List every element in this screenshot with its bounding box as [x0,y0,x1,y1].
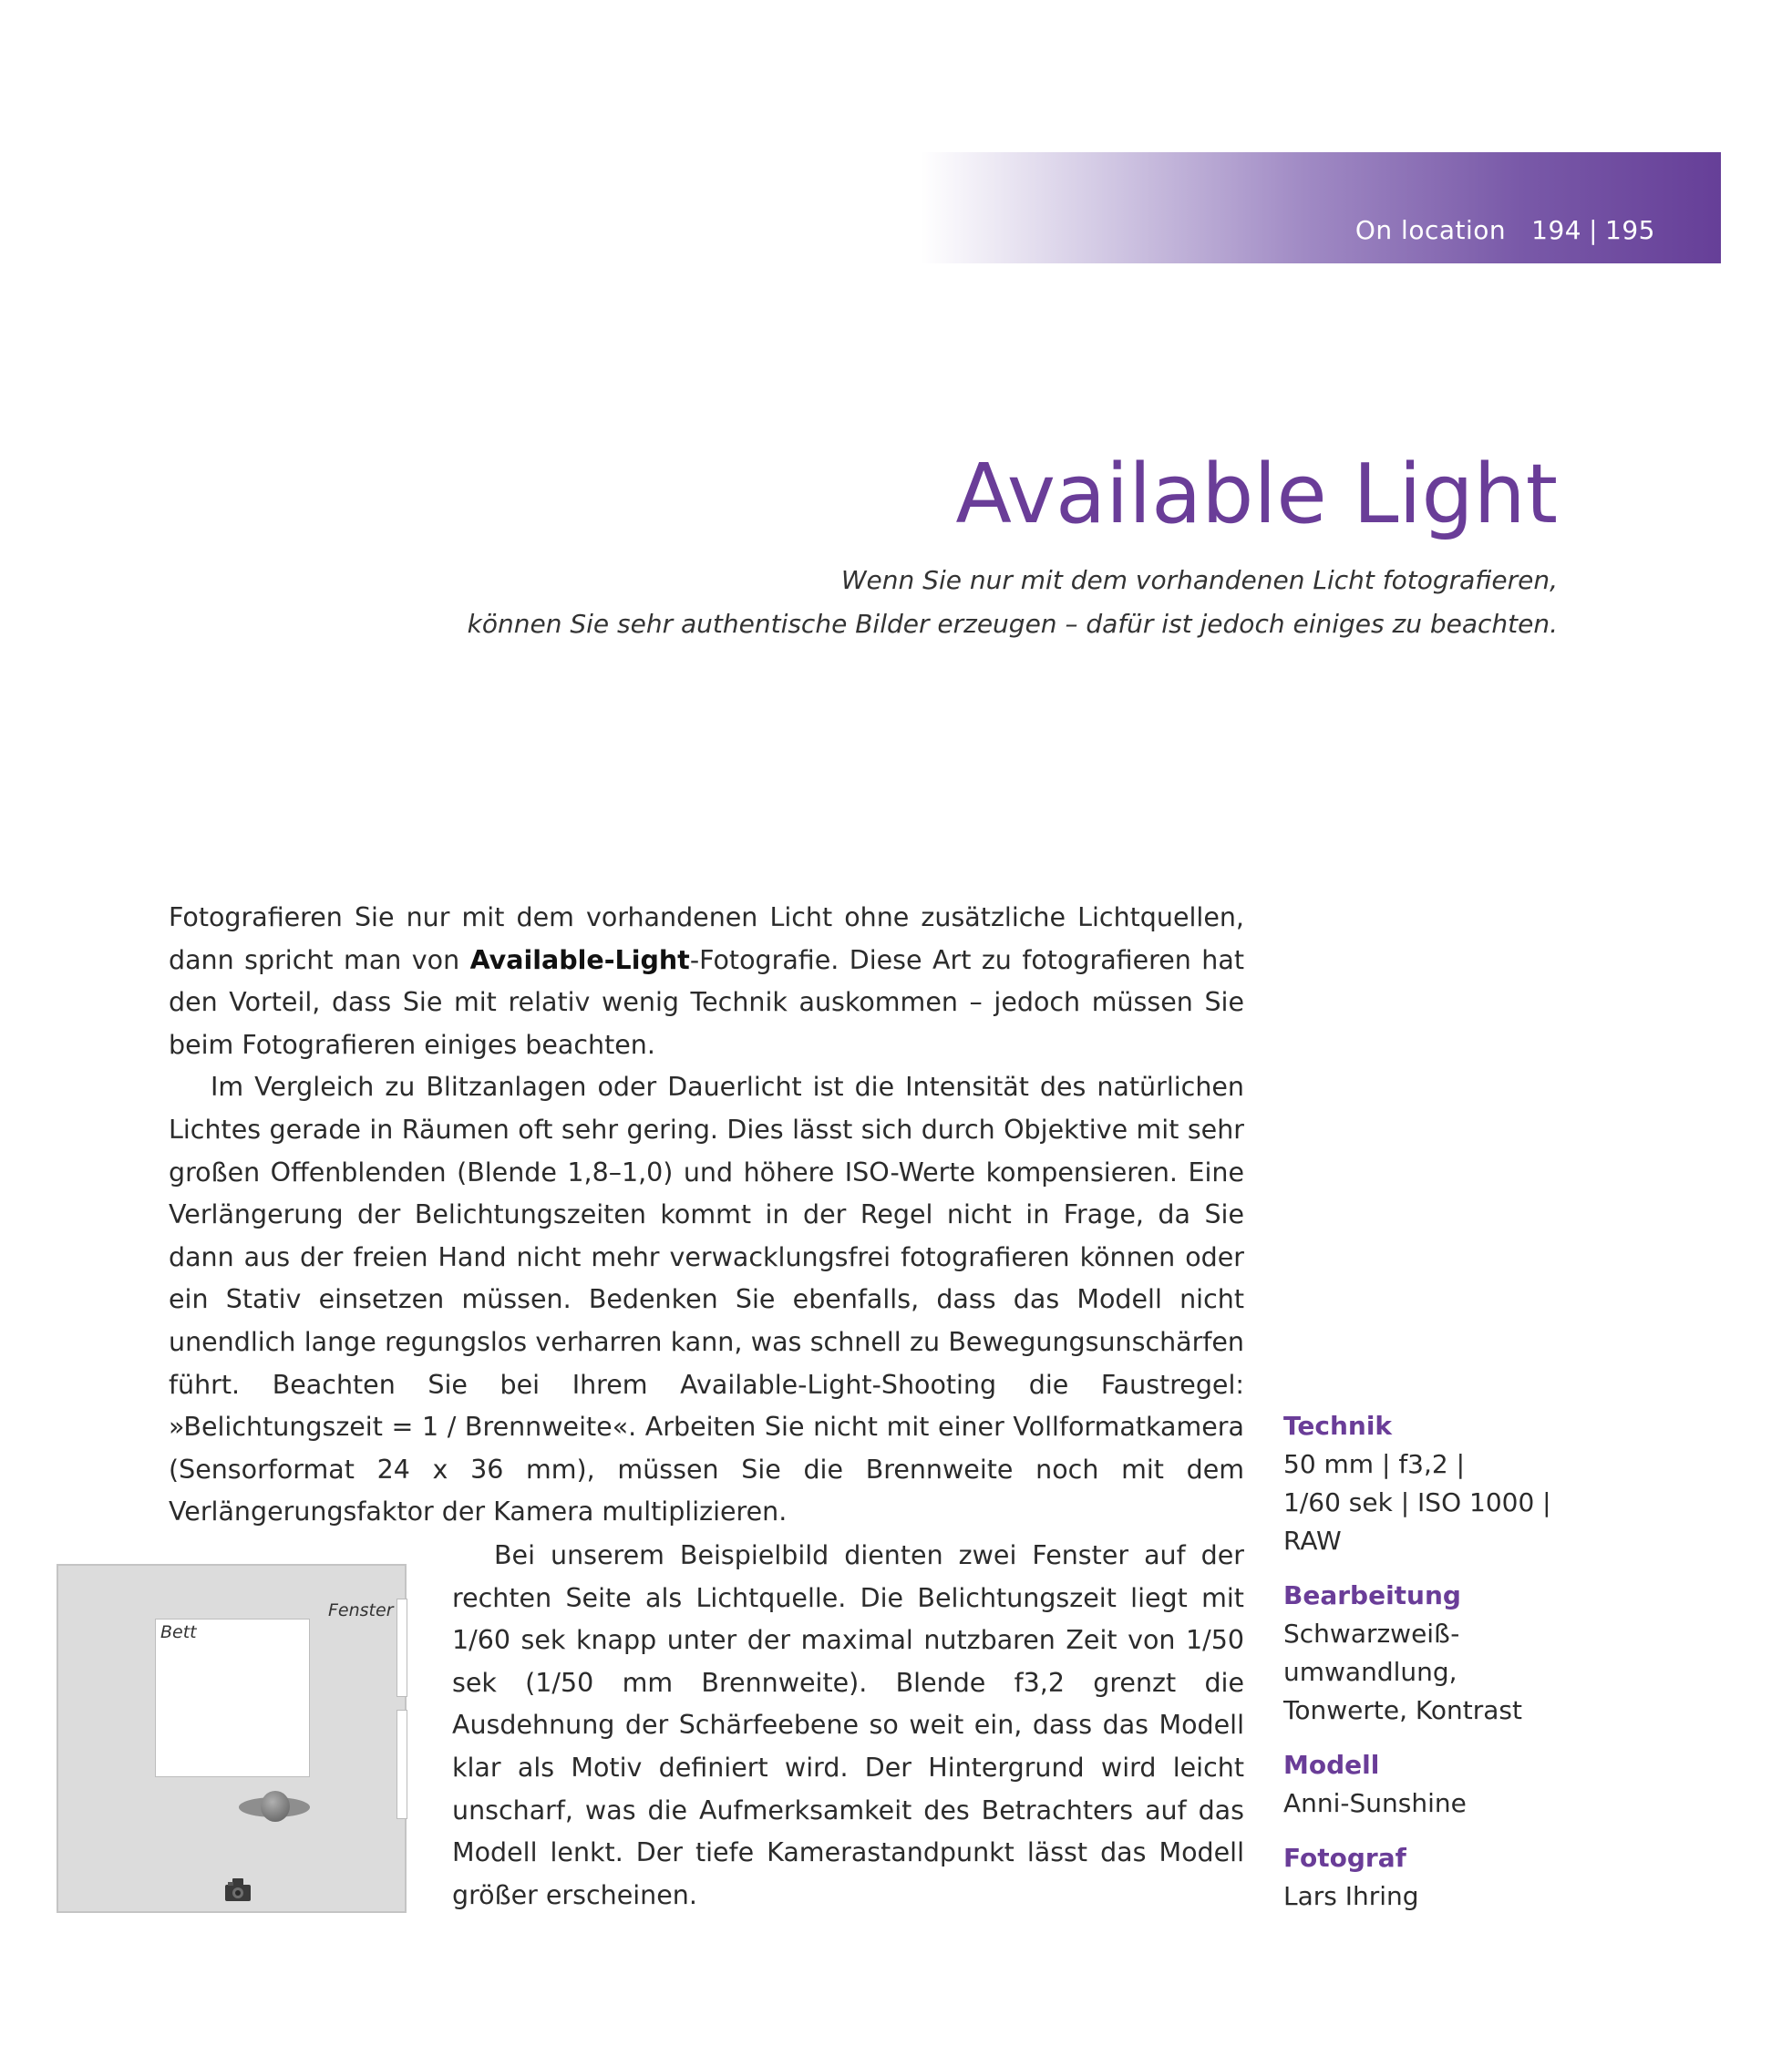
meta-bearbeitung-line: Schwarzweiß- [1283,1619,1460,1649]
photo-meta [1283,1407,1584,1932]
paragraph-2: Im Vergleich zu Blitzanlagen oder Dauerlicht ist die Intensität des natürlichen Lichtes gerade in Räumen oft sehr gering. Dies lässt sich durch Objektive mit sehr großen Offenblenden (Blende 1,8–1,0) und höhere ISO-Werte kompensieren. Eine Verlängerung der Belichtungszeiten kommt in der Regel nicht in Frage, da Sie dann aus der freien Hand nicht mehr verwacklungsfrei fotografieren können oder ein Stativ einsetzen müssen. Bedenken Sie ebenfalls, dass das Modell nicht unendlich lange regungslos verharren kann, was schnell zu Bewegungsunschärfen führt. Beachten Sie bei Ihrem Available-Light-Shooting die Faustregel: »Belichtungszeit = 1 / Brennweite«. Arbeiten Sie nicht mit einer Vollformatkamera (Sensorformat 24 x 36 mm), müssen Sie die Brennweite noch mit dem Verlängerungsfaktor der Kamera multiplizieren. [169,1072,1244,1527]
bed-label: Bett [160,1622,197,1642]
meta-technik-line: 1/60 sek | ISO 1000 | [1283,1487,1551,1517]
page-subtitle [468,559,1558,646]
subtitle-line-1: Wenn Sie nur mit dem vorhandenen Licht fotografieren, [840,565,1558,595]
bed-shape [155,1619,310,1777]
meta-fotograf-line: Lars Ihring [1283,1881,1419,1911]
paragraph-1 [169,897,1244,1066]
meta-technik-line: RAW [1283,1526,1342,1556]
window-2 [397,1710,407,1819]
window-label: Fenster [328,1600,394,1620]
section-name: On location [1354,215,1507,245]
meta-bearbeitung-line: umwandlung, [1283,1657,1457,1687]
meta-modell-line: Anni-Sunshine [1283,1788,1467,1818]
meta-technik-line: 50 mm | f3,2 | [1283,1449,1466,1479]
paragraph-1-start: Fotografieren Sie nur mit dem vorhandenen Licht ohne zusätzliche Lichtquellen, dann spricht man von [169,902,1244,975]
meta-technik [1283,1407,1584,1560]
page-number-right: 195 [1605,215,1655,245]
meta-bearbeitung-line: Tonwerte, Kontrast [1283,1695,1522,1725]
page-number-left: 194 [1531,215,1582,245]
meta-fotograf-label: Fotograf [1283,1843,1406,1873]
meta-fotograf [1283,1839,1584,1916]
window-1 [397,1599,407,1697]
meta-modell [1283,1746,1584,1823]
body-text-narrow [452,1535,1244,1917]
meta-modell-label: Modell [1283,1750,1380,1780]
term-available-light: Available-Light [469,944,690,975]
meta-bearbeitung-label: Bearbeitung [1283,1580,1461,1610]
running-header [1355,212,1655,249]
lighting-setup-diagram [57,1564,407,1913]
paragraph-3: Bei unserem Beispielbild dienten zwei Fenster auf der rechten Seite als Lichtquelle. Die Belichtungszeit liegt mit 1/60 sek knapp unter der maximal nutzbaren Zeit von 1/50 sek (1/50 mm Brennweite). Blende f3,2 grenzt die Ausdehnung der Schärfeebene so weit ein, dass das Modell klar als Motiv definiert wird. Der Hintergrund wird leicht unscharf, was die Aufmerksamkeit des Betrachters auf das Modell lenkt. Der tiefe Kamerastandpunkt lässt das Modell größer erscheinen. [452,1540,1244,1910]
body-text [169,897,1244,1534]
page-separator: | [1589,215,1599,245]
meta-technik-label: Technik [1283,1411,1393,1441]
page-title: Available Light [955,447,1558,542]
camera-icon [222,1876,253,1903]
subtitle-line-2: können Sie sehr authentische Bilder erzeugen – dafür ist jedoch einiges zu beachten. [467,609,1558,639]
model-figure-head [261,1791,290,1822]
paragraph-1-end: -Fotografie. Diese Art zu fotografieren hat den Vorteil, dass Sie mit relativ wenig Technik auskommen – jedoch müssen Sie beim Fotografieren einiges beachten. [169,944,1244,1060]
meta-bearbeitung [1283,1577,1584,1730]
